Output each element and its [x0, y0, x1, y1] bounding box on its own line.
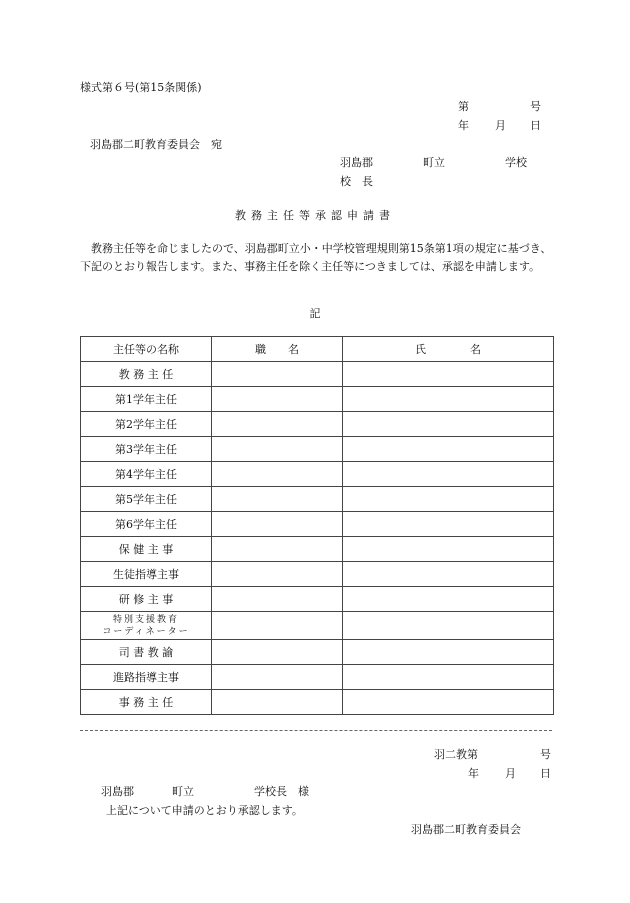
- name-cell[interactable]: [343, 690, 554, 715]
- approval-day: 日: [540, 767, 551, 780]
- table-row: [81, 537, 554, 562]
- name-cell[interactable]: [343, 487, 554, 512]
- table-row: [81, 362, 554, 387]
- table-row: [81, 562, 554, 587]
- position-cell[interactable]: [212, 690, 343, 715]
- approval-text: 上記について申請のとおり承認します。: [106, 804, 303, 817]
- sender-principal: 校 長: [340, 175, 373, 188]
- role-cell: 第3学年主任: [81, 437, 212, 462]
- position-cell[interactable]: [212, 612, 343, 640]
- sender-school: 学校: [505, 156, 527, 169]
- name-cell[interactable]: [343, 387, 554, 412]
- form-number: 様式第６号(第15条関係): [80, 81, 202, 94]
- name-cell[interactable]: [343, 612, 554, 640]
- role-cell: 事 務 主 任: [81, 690, 212, 715]
- table-row: [81, 412, 554, 437]
- position-cell[interactable]: [212, 665, 343, 690]
- table-row: [81, 690, 554, 715]
- position-cell[interactable]: [212, 640, 343, 665]
- role-cell: 第6学年主任: [81, 512, 212, 537]
- date-month: 月: [495, 119, 506, 132]
- header-role: 主任等の名称: [81, 337, 212, 362]
- role-cell: 第1学年主任: [81, 387, 212, 412]
- ki-label: 記: [309, 307, 321, 320]
- role-cell: 第4学年主任: [81, 462, 212, 487]
- table-row: [81, 512, 554, 537]
- table-row: [81, 587, 554, 612]
- to-principal: 学校長 様: [254, 785, 309, 798]
- doc-no-suffix: 号: [530, 100, 541, 113]
- approval-no-prefix: 羽二教第: [434, 748, 478, 761]
- doc-no-prefix: 第: [458, 100, 469, 113]
- position-cell[interactable]: [212, 362, 343, 387]
- table-row: [81, 665, 554, 690]
- name-cell[interactable]: [343, 665, 554, 690]
- role-cell: [81, 612, 212, 640]
- role-cell: 進路指導主事: [81, 665, 212, 690]
- role-cell: 保 健 主 事: [81, 537, 212, 562]
- position-cell[interactable]: [212, 587, 343, 612]
- date-day: 日: [530, 119, 541, 132]
- name-cell[interactable]: [343, 587, 554, 612]
- approval-year: 年: [468, 767, 479, 780]
- role-cell: 生徒指導主事: [81, 562, 212, 587]
- name-cell[interactable]: [343, 437, 554, 462]
- position-cell[interactable]: [212, 562, 343, 587]
- role-line-2: コーディネーター: [102, 626, 190, 637]
- name-cell[interactable]: [343, 512, 554, 537]
- header-name: 氏 名: [343, 337, 554, 362]
- position-cell[interactable]: [212, 537, 343, 562]
- role-cell: 教 務 主 任: [81, 362, 212, 387]
- name-cell[interactable]: [343, 537, 554, 562]
- position-cell[interactable]: [212, 487, 343, 512]
- position-cell[interactable]: [212, 437, 343, 462]
- table-row: [81, 462, 554, 487]
- name-cell[interactable]: [343, 362, 554, 387]
- approval-table: [80, 336, 554, 715]
- role-cell: 司 書 教 諭: [81, 640, 212, 665]
- to-town: 町立: [172, 785, 194, 798]
- approval-no-suffix: 号: [540, 748, 551, 761]
- date-year: 年: [458, 119, 469, 132]
- sender-district: 羽島郡: [340, 156, 373, 169]
- header-position: 職 名: [212, 337, 343, 362]
- table-header-row: [81, 337, 554, 362]
- position-cell[interactable]: [212, 512, 343, 537]
- table-row: [81, 437, 554, 462]
- table-row: [81, 387, 554, 412]
- name-cell[interactable]: [343, 412, 554, 437]
- to-district: 羽島郡: [101, 785, 134, 798]
- name-cell[interactable]: [343, 562, 554, 587]
- sender-town: 町立: [423, 156, 445, 169]
- name-cell[interactable]: [343, 640, 554, 665]
- name-cell[interactable]: [343, 462, 554, 487]
- issuer: 羽島郡二町教育委員会: [411, 823, 521, 836]
- role-line-1: 特別支援教育: [112, 614, 179, 625]
- role-cell: 第5学年主任: [81, 487, 212, 512]
- role-cell: 研 修 主 事: [81, 587, 212, 612]
- position-cell[interactable]: [212, 412, 343, 437]
- table-row: [81, 612, 554, 640]
- position-cell[interactable]: [212, 387, 343, 412]
- body-paragraph: 教務主任等を命じましたので、羽島郡町立小・中学校管理規則第15条第1項の規定に基づき、下記のとおり報告します。また、事務主任を除く主任等につきましては、承認を申請します。: [80, 242, 552, 273]
- role-cell: 第2学年主任: [81, 412, 212, 437]
- table-row: [81, 487, 554, 512]
- document-title: 教務主任等承認申請書: [235, 209, 395, 222]
- addressee: 羽島郡二町教育委員会 宛: [90, 138, 222, 151]
- table-row: [81, 640, 554, 665]
- cut-line-divider: [80, 730, 552, 731]
- position-cell[interactable]: [212, 462, 343, 487]
- approval-month: 月: [505, 767, 516, 780]
